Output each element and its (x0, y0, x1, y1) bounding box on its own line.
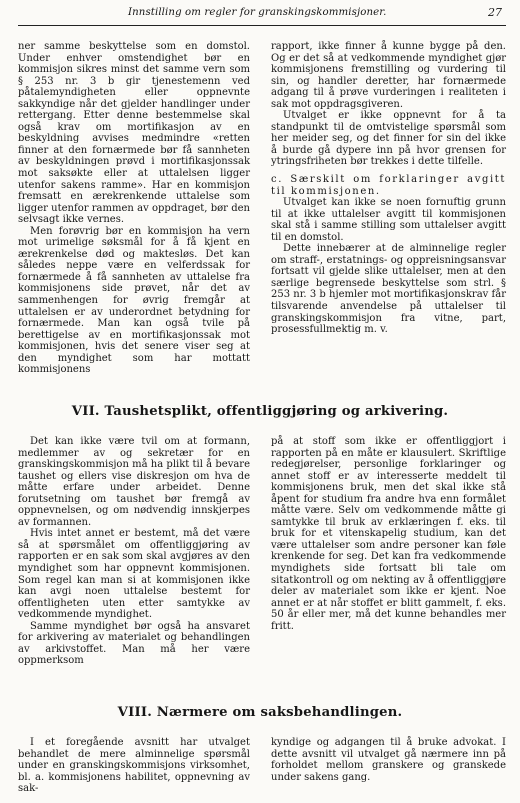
paragraph: Samme myndighet bør også ha ansvaret for arkivering av materialet og behandlingen av arkivstoffet. Man må her være oppmerksom (18, 620, 250, 667)
paragraph: på at stoff som ikke er offentliggjort i rapporten på en måte er klausulert. Skriftlige redegjørelser, personlige forklaringer og annet stoff er av interesserte meddelt til kommisjonens bruk, men det skal ikke stå åpent for studium fra andre hva enn formålet måtte være. Selv om vedkommende måtte gi samtykke til bruk av erklæringen f. eks. til bruk for et vitenskapelig studium, kan det være uttalelser som andre personer kan føle krenkende for seg. Det kan fra vedkommende myndighets side fortsatt bli tale om sitatkontroll og om nekting av å offentliggjøre deler av materialet som ikke er kjent. Noe annet er at når stoffet er blitt gammelt, f. eks. 50 år eller mer, må det kunne behandles mer fritt. (271, 436, 506, 632)
paragraph: Det kan ikke være tvil om at formann, medlemmer av og sekretær for en granskingskommisjon må ha plikt til å bevare taushet og ellers vise diskresjon om hva de måtte erfare under arbeidet. Denne forutsetning om taushet bør fremgå av oppnevnelsen, og om nødvendig innskjerpes av formannen. (18, 436, 250, 528)
page-number: 27 (488, 6, 502, 19)
paragraph: I et foregående avsnitt har utvalget behandlet de mere alminnelige spørsmål under en granskingskommisjons virksomhet, bl. a. kommisjonens habilitet, oppnevning av sak- (18, 737, 250, 795)
section3-left-column (18, 737, 250, 799)
running-header (18, 6, 506, 26)
section-heading: VIII. Nærmere om saksbehandlingen. (117, 705, 403, 720)
section1-left-column (18, 41, 250, 376)
section-heading: VII. Taushetsplikt, offentliggjøring og arkivering. (71, 404, 449, 419)
paragraph: Dette innebærer at de alminnelige regler om straff-, erstatnings- og oppreisningsansvar fortsatt vil gjelde slike uttalelser, men at den særlige begrensede beskyttelse som strl. § 253 nr. 3 b hjemler mot mortifikasjonskrav får tilsvarende anvendelse på uttalelser til granskingskommisjon fra vitne, part, prosessfullmektig m. v. (271, 243, 506, 336)
subheading: c. Særskilt om forklaringer avgitt til kommisjonen. (271, 174, 506, 197)
section1-right-column (271, 41, 506, 366)
paragraph: ner samme beskyttelse som en domstol. Under enhver omstendighet bør en kommisjon sikres minst det samme vern som § 253 nr. 3 b gir tjenestemenn ved påtalemyndigheten eller oppnevnte sakkyndige når det gjelder handlinger under rettergang. Etter denne bestemmelse skal også krav om mortifikasjon av en beskyldning avvises medmindre «retten finner at den fornærmede bør få sannheten av beskyldningen prøvd i mortifikasjonssak mot saksøkte eller at uttalelsen ligger utenfor sakens ramme». Har en kommisjon fremsatt en ærekrenkende uttalelse som ligger utenfor rammen av oppdraget, bør den selvsagt ikke vernes. (18, 41, 250, 226)
paragraph: Utvalget kan ikke se noen fornuftig grunn til at ikke uttalelser avgitt til kommisjonen skal stå i samme stilling som uttalelser avgitt til en domstol. (271, 197, 506, 243)
paragraph: Men forøvrig bør en kommisjon ha vern mot urimelige søksmål for å få kjent en ærekrenkelse død og maktesløs. Det kan således neppe være en velferdssak for fornærmede å få sannheten av uttalelse fra kommisjonens side prøvet, når det av sammenhengen for øvrig fremgår at uttalelsen er av underordnet betydning for fornærmede. Man kan også tvile på berettigelse av en mortifikasjonssak mot kommisjonen, hvis det senere viser seg at den myndighet som har mottatt kommisjonens (18, 225, 250, 376)
section2-right-column (271, 436, 506, 668)
header-title: Innstilling om regler for granskingskommisjoner. (128, 7, 387, 18)
paragraph: rapport, ikke finner å kunne bygge på den. Og er det så at vedkommende myndighet gjør kommisjonens fremstilling og vurdering til sin, og handler deretter, har fornærmede adgang til å prøve vurderingen i realiteten i sak mot oppdragsgiveren. (271, 41, 506, 110)
section2-left-column (18, 436, 250, 668)
paragraph: Utvalget er ikke oppnevnt for å ta standpunkt til de omtvistelige spørsmål som her meider seg, og det finner for sin del ikke å burde gå dypere inn på hvor grensen for ytringsfriheten bør trekkes i dette tilfelle. (271, 110, 506, 168)
paragraph: kyndige og adgangen til å bruke advokat. I dette avsnitt vil utvalget gå nærmere inn på forholdet mellom granskere og granskede under sakens gang. (271, 737, 506, 783)
section3-right-column (271, 737, 506, 799)
paragraph: Hvis intet annet er bestemt, må det være så at spørsmålet om offentliggjøring av rapporten er en sak som skal avgjøres av den myndighet som har oppnevnt kommisjonen. Som regel kan man si at kommisjonen ikke kan avgi noen uttalelse bestemt for offentligheten uten etter samtykke av vedkommende myndighet. (18, 528, 250, 621)
